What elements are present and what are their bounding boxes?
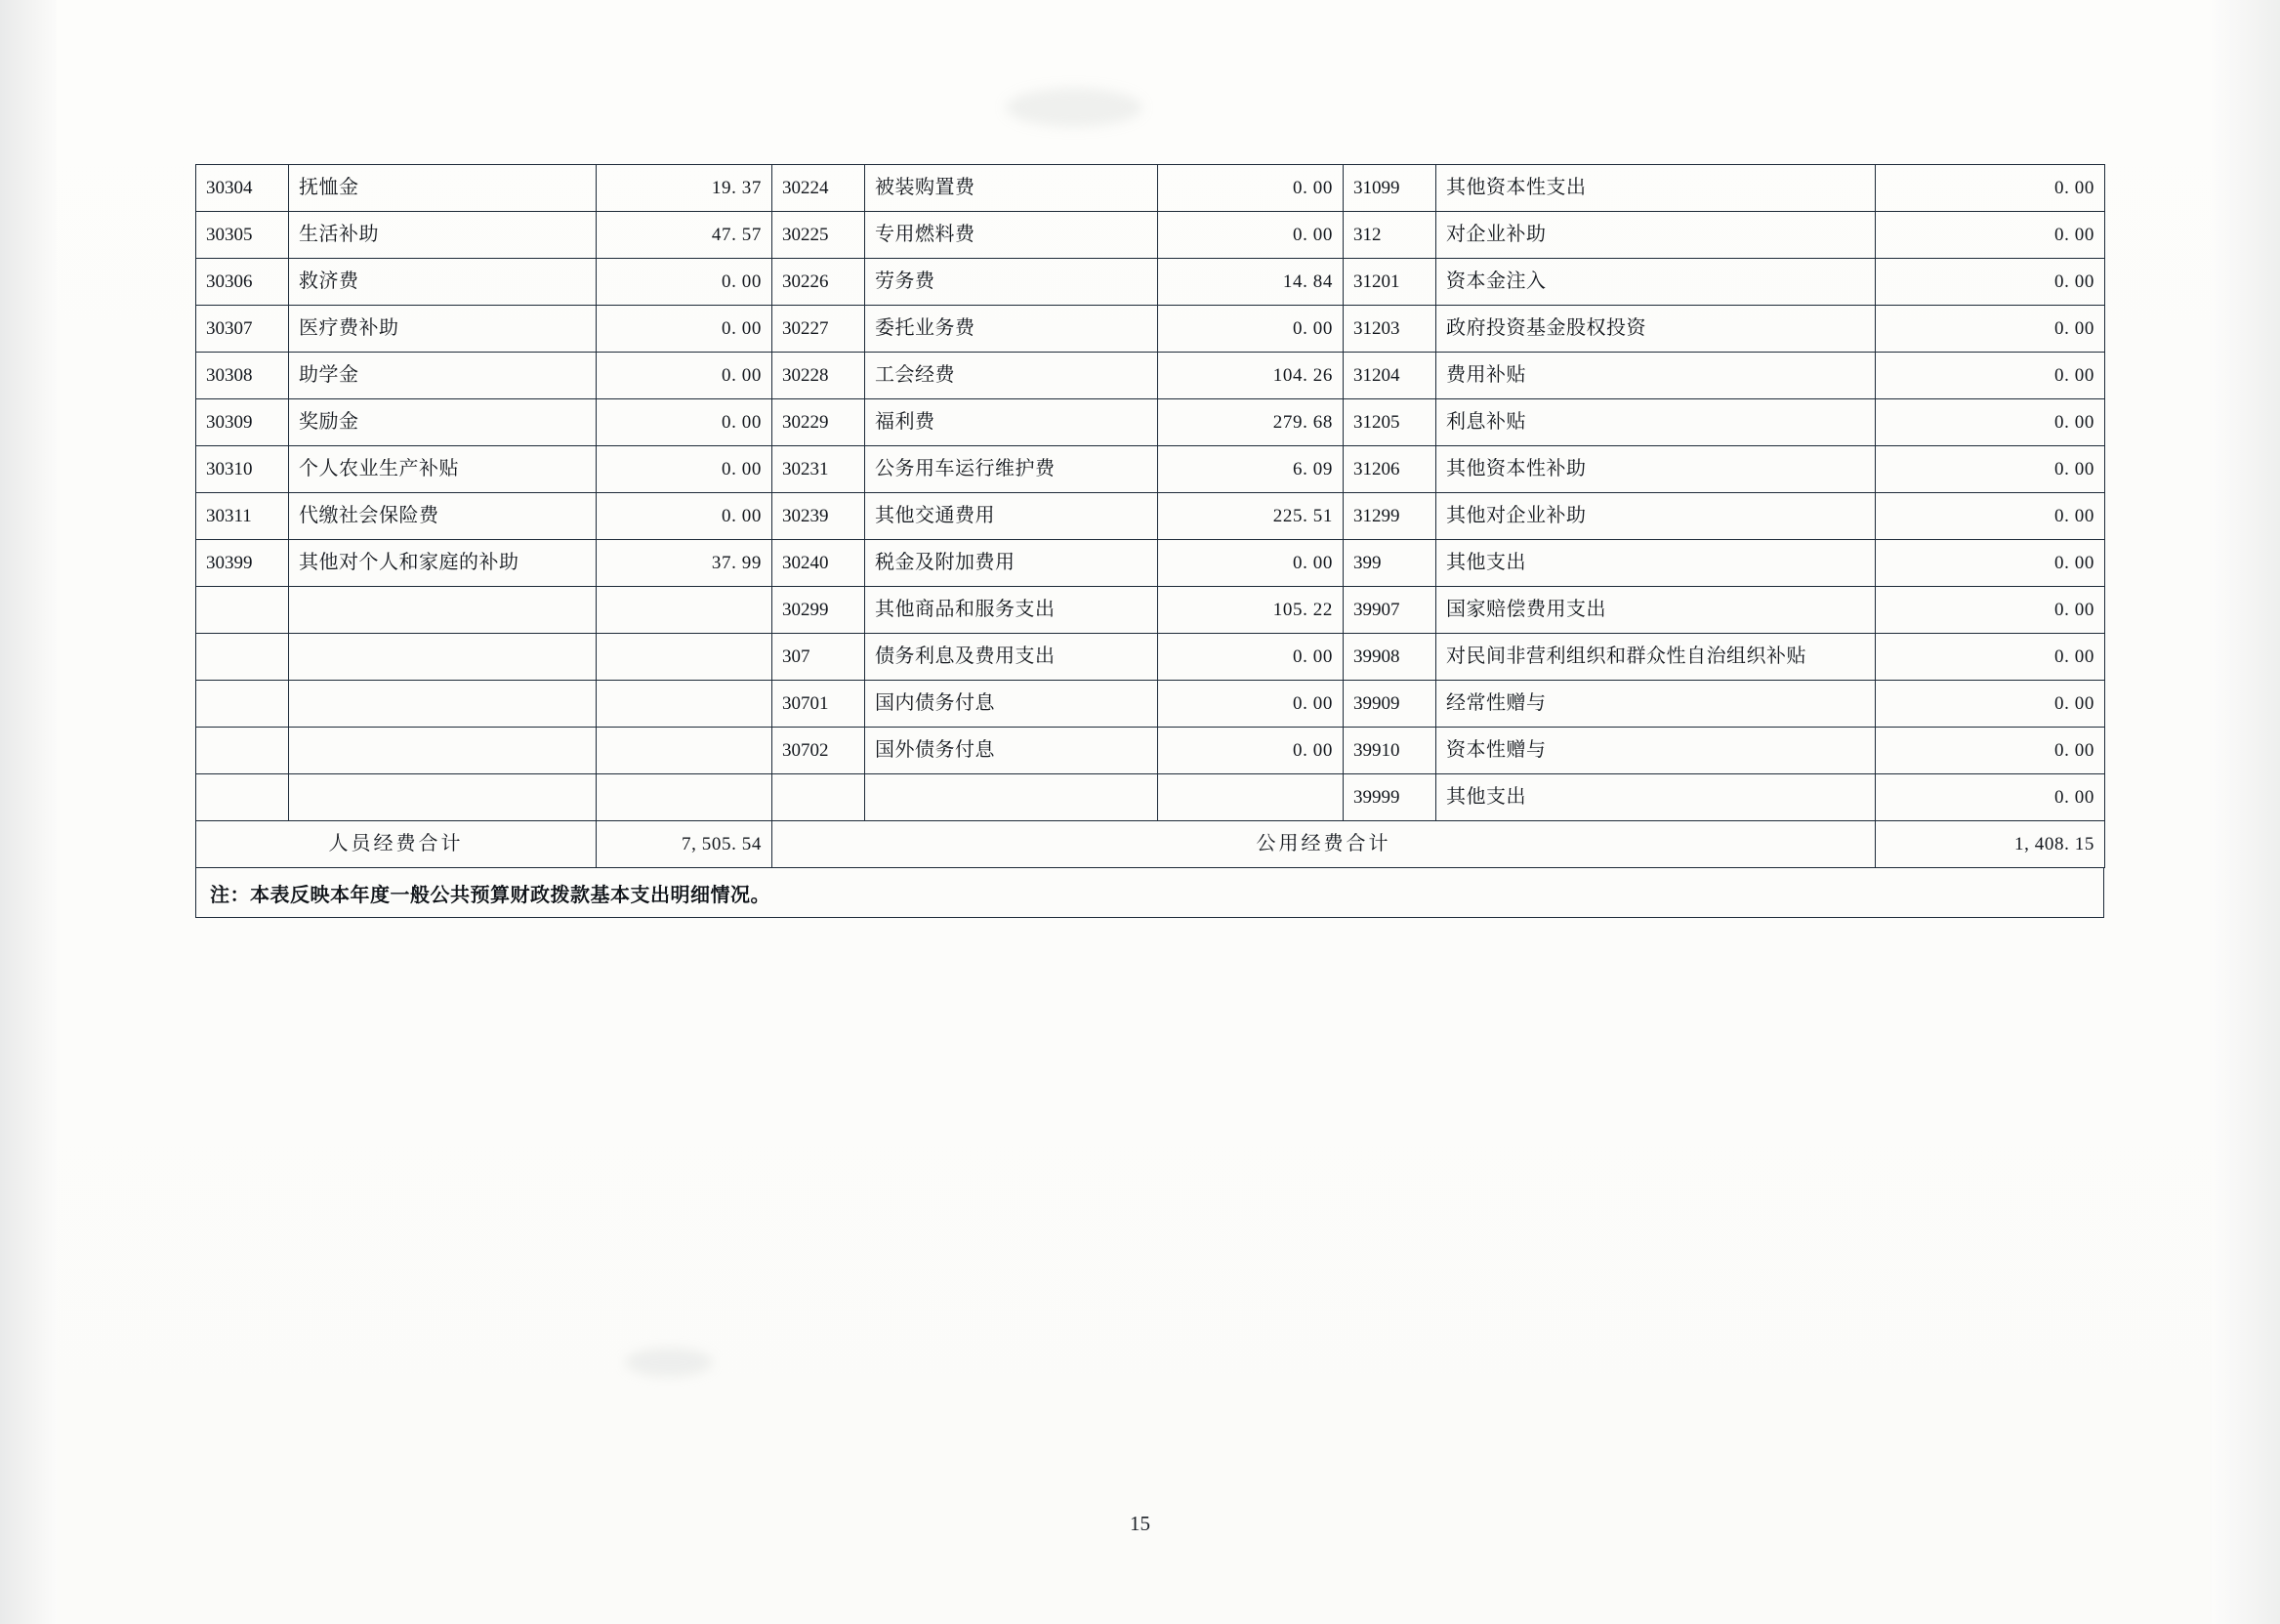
- row-mid-amount: 6. 09: [1158, 446, 1344, 493]
- scan-smudge: [625, 1348, 713, 1377]
- row-right-name: 资本性赠与: [1436, 728, 1876, 774]
- row-left-code: [196, 728, 289, 774]
- scan-smudge: [1006, 88, 1142, 127]
- budget-detail-table: [195, 164, 2105, 868]
- row-left-name: [289, 634, 597, 681]
- row-mid-amount: 0. 00: [1158, 728, 1344, 774]
- row-mid-code: 30239: [772, 493, 865, 540]
- row-mid-amount: 105. 22: [1158, 587, 1344, 634]
- row-left-amount: [597, 587, 772, 634]
- row-mid-name: 国外债务付息: [865, 728, 1158, 774]
- row-right-amount: 0. 00: [1876, 306, 2105, 353]
- row-left-amount: 0. 00: [597, 353, 772, 399]
- row-right-amount: 0. 00: [1876, 587, 2105, 634]
- personnel-total-amount: 7, 505. 54: [597, 821, 772, 868]
- table-row: [196, 165, 2105, 212]
- row-left-name: 代缴社会保险费: [289, 493, 597, 540]
- row-mid-code: 30224: [772, 165, 865, 212]
- row-left-name: 助学金: [289, 353, 597, 399]
- row-right-name: 经常性赠与: [1436, 681, 1876, 728]
- row-left-amount: 0. 00: [597, 399, 772, 446]
- row-left-code: 30305: [196, 212, 289, 259]
- row-mid-code: 30228: [772, 353, 865, 399]
- row-mid-amount: 0. 00: [1158, 212, 1344, 259]
- row-mid-amount: 14. 84: [1158, 259, 1344, 306]
- public-total-label: 公用经费合计: [772, 821, 1876, 868]
- row-left-code: 30307: [196, 306, 289, 353]
- row-mid-name: [865, 774, 1158, 821]
- row-mid-code: [772, 774, 865, 821]
- row-right-code: 39907: [1344, 587, 1436, 634]
- row-left-code: [196, 681, 289, 728]
- row-left-code: 30304: [196, 165, 289, 212]
- row-left-amount: [597, 774, 772, 821]
- row-left-name: [289, 728, 597, 774]
- table-row: [196, 306, 2105, 353]
- row-right-amount: 0. 00: [1876, 446, 2105, 493]
- table-row: [196, 587, 2105, 634]
- budget-detail-table-container: [195, 164, 2104, 918]
- row-right-amount: 0. 00: [1876, 681, 2105, 728]
- row-mid-name: 税金及附加费用: [865, 540, 1158, 587]
- row-left-name: 个人农业生产补贴: [289, 446, 597, 493]
- row-left-code: [196, 634, 289, 681]
- table-row: [196, 774, 2105, 821]
- row-left-name: 其他对个人和家庭的补助: [289, 540, 597, 587]
- table-row: [196, 634, 2105, 681]
- row-right-code: 31203: [1344, 306, 1436, 353]
- row-left-amount: 0. 00: [597, 259, 772, 306]
- row-right-amount: 0. 00: [1876, 493, 2105, 540]
- row-right-code: 31201: [1344, 259, 1436, 306]
- table-row: [196, 399, 2105, 446]
- row-mid-code: 30299: [772, 587, 865, 634]
- row-left-amount: 0. 00: [597, 493, 772, 540]
- row-right-code: 312: [1344, 212, 1436, 259]
- table-row: [196, 493, 2105, 540]
- row-left-name: [289, 774, 597, 821]
- row-right-amount: 0. 00: [1876, 165, 2105, 212]
- row-left-code: 30308: [196, 353, 289, 399]
- row-left-name: 救济费: [289, 259, 597, 306]
- row-right-code: 399: [1344, 540, 1436, 587]
- table-row: [196, 681, 2105, 728]
- row-mid-name: 债务利息及费用支出: [865, 634, 1158, 681]
- row-right-amount: 0. 00: [1876, 399, 2105, 446]
- row-right-name: 费用补贴: [1436, 353, 1876, 399]
- row-left-code: [196, 774, 289, 821]
- row-mid-code: 30240: [772, 540, 865, 587]
- row-mid-name: 国内债务付息: [865, 681, 1158, 728]
- row-mid-amount: 279. 68: [1158, 399, 1344, 446]
- row-mid-name: 被装购置费: [865, 165, 1158, 212]
- row-right-name: 政府投资基金股权投资: [1436, 306, 1876, 353]
- row-left-amount: [597, 634, 772, 681]
- row-right-amount: 0. 00: [1876, 634, 2105, 681]
- row-mid-amount: 0. 00: [1158, 165, 1344, 212]
- row-mid-code: 30701: [772, 681, 865, 728]
- table-row: [196, 259, 2105, 306]
- row-right-name: 对民间非营利组织和群众性自治组织补贴: [1436, 634, 1876, 681]
- row-mid-name: 其他交通费用: [865, 493, 1158, 540]
- row-left-amount: 37. 99: [597, 540, 772, 587]
- table-row: [196, 446, 2105, 493]
- row-right-name: 利息补贴: [1436, 399, 1876, 446]
- row-left-code: 30309: [196, 399, 289, 446]
- table-footnote: 注：本表反映本年度一般公共预算财政拨款基本支出明细情况。: [195, 868, 2104, 918]
- row-right-amount: 0. 00: [1876, 728, 2105, 774]
- row-left-code: 30399: [196, 540, 289, 587]
- row-right-name: 对企业补助: [1436, 212, 1876, 259]
- row-mid-name: 工会经费: [865, 353, 1158, 399]
- row-right-code: 31299: [1344, 493, 1436, 540]
- row-right-name: 其他资本性补助: [1436, 446, 1876, 493]
- row-left-code: 30311: [196, 493, 289, 540]
- row-mid-amount: 0. 00: [1158, 540, 1344, 587]
- row-right-code: 39999: [1344, 774, 1436, 821]
- row-right-code: 31204: [1344, 353, 1436, 399]
- row-left-amount: 19. 37: [597, 165, 772, 212]
- row-mid-code: 30227: [772, 306, 865, 353]
- row-mid-amount: 0. 00: [1158, 681, 1344, 728]
- row-right-code: 31206: [1344, 446, 1436, 493]
- row-right-name: 其他支出: [1436, 774, 1876, 821]
- row-mid-code: 30226: [772, 259, 865, 306]
- row-left-name: 生活补助: [289, 212, 597, 259]
- row-right-name: 其他资本性支出: [1436, 165, 1876, 212]
- row-left-amount: 0. 00: [597, 446, 772, 493]
- row-left-name: [289, 587, 597, 634]
- scan-edge-left: [0, 0, 57, 1624]
- table-row: [196, 353, 2105, 399]
- row-mid-amount: 0. 00: [1158, 306, 1344, 353]
- row-left-name: [289, 681, 597, 728]
- row-right-code: 39909: [1344, 681, 1436, 728]
- row-right-name: 国家赔偿费用支出: [1436, 587, 1876, 634]
- totals-row: [196, 821, 2105, 868]
- scan-edge-right: [2212, 0, 2280, 1624]
- row-mid-code: 30231: [772, 446, 865, 493]
- row-right-amount: 0. 00: [1876, 540, 2105, 587]
- row-mid-name: 公务用车运行维护费: [865, 446, 1158, 493]
- row-right-amount: 0. 00: [1876, 212, 2105, 259]
- table-row: [196, 728, 2105, 774]
- row-left-name: 抚恤金: [289, 165, 597, 212]
- row-mid-amount: 104. 26: [1158, 353, 1344, 399]
- row-mid-code: 307: [772, 634, 865, 681]
- row-mid-name: 委托业务费: [865, 306, 1158, 353]
- row-mid-name: 福利费: [865, 399, 1158, 446]
- row-left-code: 30306: [196, 259, 289, 306]
- row-mid-name: 专用燃料费: [865, 212, 1158, 259]
- row-mid-code: 30225: [772, 212, 865, 259]
- row-left-amount: [597, 728, 772, 774]
- row-mid-amount: 225. 51: [1158, 493, 1344, 540]
- row-right-name: 其他对企业补助: [1436, 493, 1876, 540]
- page-number: 15: [1130, 1512, 1150, 1535]
- row-mid-amount: [1158, 774, 1344, 821]
- row-right-amount: 0. 00: [1876, 259, 2105, 306]
- row-mid-code: 30229: [772, 399, 865, 446]
- public-total-amount: 1, 408. 15: [1876, 821, 2105, 868]
- budget-table-body: [196, 165, 2105, 868]
- row-right-name: 其他支出: [1436, 540, 1876, 587]
- row-right-code: 31099: [1344, 165, 1436, 212]
- table-row: [196, 212, 2105, 259]
- row-left-amount: 47. 57: [597, 212, 772, 259]
- row-right-code: 39910: [1344, 728, 1436, 774]
- row-mid-code: 30702: [772, 728, 865, 774]
- row-left-amount: [597, 681, 772, 728]
- row-mid-name: 劳务费: [865, 259, 1158, 306]
- row-left-code: 30310: [196, 446, 289, 493]
- personnel-total-label: 人员经费合计: [196, 821, 597, 868]
- row-right-amount: 0. 00: [1876, 353, 2105, 399]
- table-row: [196, 540, 2105, 587]
- row-left-code: [196, 587, 289, 634]
- row-left-name: 奖励金: [289, 399, 597, 446]
- row-mid-amount: 0. 00: [1158, 634, 1344, 681]
- row-right-name: 资本金注入: [1436, 259, 1876, 306]
- row-right-code: 31205: [1344, 399, 1436, 446]
- row-right-amount: 0. 00: [1876, 774, 2105, 821]
- row-left-amount: 0. 00: [597, 306, 772, 353]
- row-left-name: 医疗费补助: [289, 306, 597, 353]
- row-mid-name: 其他商品和服务支出: [865, 587, 1158, 634]
- row-right-code: 39908: [1344, 634, 1436, 681]
